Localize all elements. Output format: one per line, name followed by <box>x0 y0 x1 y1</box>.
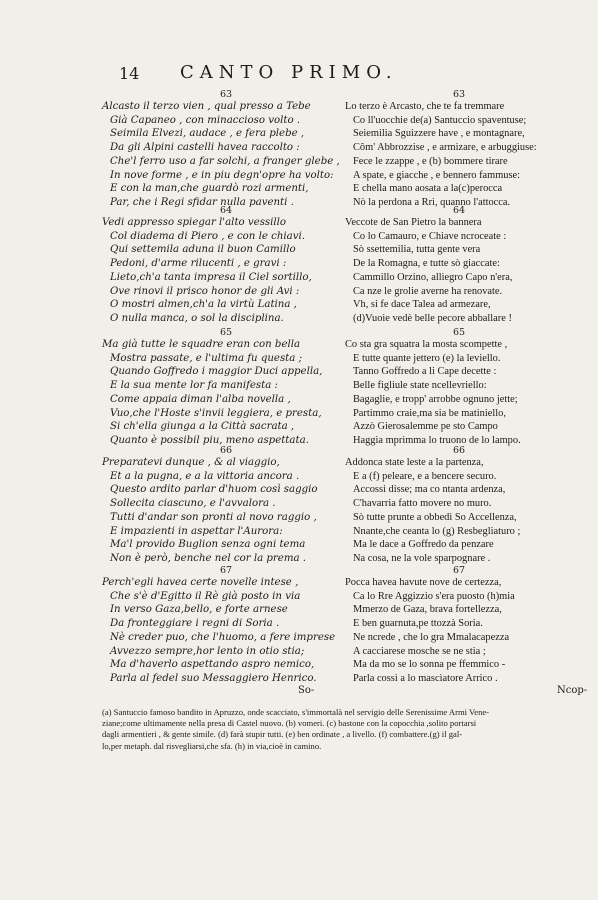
catchword: So- <box>298 685 315 696</box>
stanza-number: 63 <box>220 89 233 100</box>
verse-line: Et a la pugna, e a la vittoria ancora . <box>110 470 300 482</box>
verse-line: (d)Vuoie vedè belle pecore abballare ! <box>353 312 512 324</box>
verse-line: Quanto è possibil piu, meno aspettata. <box>110 434 309 446</box>
verse-line: Ca nze le grolie averne ha renovate. <box>353 285 503 297</box>
page-number: 14 <box>119 64 140 83</box>
footnote-line: lo,per metaph. dal risvegliarsi,che sfa. (h) in via,cioè in camino. <box>102 740 322 751</box>
verse-line: Bagaglie, e tropp' arrobbe ognuno jette; <box>353 393 518 405</box>
verse-line: Ma le dace a Goffredo da penzare <box>353 539 494 551</box>
footnote-line: dagli armentieri , & gente simile. (d) farà stupir tutti. (e) ben ordinate , a livello. (f) combattere.(g) il gal- <box>102 729 463 740</box>
verse-line: Ma già tutte le squadre eran con bella <box>102 339 301 350</box>
verse-line: Veccote de San Pietro la bannera <box>345 217 482 228</box>
verse-line: Belle figliule state ncellevriello: <box>353 380 487 392</box>
verse-line: Da gli Alpini castelli havea raccolto : <box>110 142 300 154</box>
verse-line: Ove rinovi il prisco honor de gli Avi : <box>110 285 300 297</box>
verse-line: Lo terzo è Arcasto, che te fa tremmare <box>345 101 505 112</box>
verse-line: Tutti d'andar son pronti al novo raggio , <box>110 511 317 523</box>
stanza-number: 66 <box>453 445 466 456</box>
verse-line: Pocca havea havute nove de certezza, <box>345 577 502 588</box>
footnotes <box>102 707 592 752</box>
verse-line: O mostri almen,ch'a la virtù Latina , <box>110 299 297 311</box>
verse-line: Haggia mprimma lo truono de lo lampo. <box>353 434 521 446</box>
verse-line: Vuo,che l'Hoste s'invii leggiera, e presta, <box>110 407 322 419</box>
verse-line: Preparatevi dunque , & al viaggio, <box>102 457 280 468</box>
verse-line: E a (f) peleare, e a bencere securo. <box>353 470 497 482</box>
verse-line: Nè creder puo, che l'huomo, a fere imprese <box>110 631 336 643</box>
stanza-number: 64 <box>220 205 233 216</box>
verse-line: Ma d'haverlo aspettando aspro nemico, <box>110 659 315 671</box>
verse-line: Parla al fedel suo Messaggiero Henrico. <box>110 672 317 684</box>
running-head: CANTO PRIMO. <box>180 62 398 83</box>
stanza-number: 65 <box>453 327 466 338</box>
verse-line: E chella mano aosata a la(c)perocca <box>353 183 503 195</box>
verse-line: In verso Gaza,bello, e forte arnese <box>110 604 288 616</box>
verse-line: O nulla manca, o sol la disciplina. <box>110 312 284 324</box>
verse-line: Co sta gra squatra la mosta scompette , <box>345 339 508 350</box>
verse-line: Perch'egli havea certe novelle intese , <box>102 577 299 588</box>
stanza-number: 65 <box>220 327 233 338</box>
verse-line: Co ll'uocchie de(a) Santuccio spaventuse; <box>353 114 527 126</box>
verse-line: Sò tutte prunte a obbedì So Accellenza, <box>353 511 517 523</box>
verse-line: E con la man,che guardò rozi armenti, <box>110 183 309 195</box>
verse-line: In nove forme , e in piu degn'opre ha volto: <box>110 169 334 181</box>
catchword: Ncop- <box>557 685 588 696</box>
footnote-line: ziane;come ultimamente nella presa di Castel nuovo. (b) vomeri. (c) bastone con la copocchia ,solito portarsi <box>102 718 477 729</box>
verse-line: Azzò Gierosalemme pe sto Campo <box>353 421 498 433</box>
verse-line: Seimila Elvezi, audace , e fera plebe , <box>110 128 305 140</box>
verse-line: E la sua mente lor fa manifesta : <box>110 380 278 392</box>
verse-line: Come appaia diman l'alba novella , <box>110 393 291 405</box>
verse-line: Ma'l provido Buglion senza ogni tema <box>110 539 306 551</box>
verse-line: Mmerzo de Gaza, brava fortellezza, <box>353 604 502 616</box>
verse-line: Cammillo Orzino, alliegro Capo n'era, <box>353 271 513 283</box>
verse-line: Seiemilia Sguizzere have , e montagnare, <box>353 128 525 140</box>
verse-line: Già Capaneo , con minaccioso volto . <box>110 114 301 126</box>
stanza-number: 66 <box>220 445 233 456</box>
verse-line: Addonca state leste a la partenza, <box>345 457 484 468</box>
verse-line: Avvezzo sempre,hor lento in otio stia; <box>110 645 305 657</box>
verse-line: Quando Goffredo i maggior Duci appella, <box>110 366 323 378</box>
verse-line: Col diadema di Piero , e con le chiavi. <box>110 230 305 242</box>
verse-line: Ma da mo se lo sonna pe ffemmico - <box>353 659 506 671</box>
verse-line: Non è però, benche nel cor la prema . <box>110 552 307 564</box>
verse-line: Si ch'ella giunga a la Città sacrata , <box>110 421 295 433</box>
verse-line: A spate, e giacche , e bennero fammuse: <box>353 169 521 181</box>
verse-line: Vh, si fe dace Talea ad armezare, <box>353 299 491 311</box>
verse-line: C'havarria fatto movere no muro. <box>353 498 492 510</box>
stanza-number: 64 <box>453 205 466 216</box>
verse-line: E ben guarnuta,pe ttozzà Soria. <box>353 618 483 630</box>
verse-line: E impazienti in aspettar l'Aurora: <box>110 525 283 537</box>
verse-line: Mostra passate, e l'ultima fu questa ; <box>110 352 303 364</box>
verse-line: Lieto,ch'a tanta impresa il Ciel sortillo, <box>110 271 312 283</box>
verse-line: Co lo Camauro, e Chiave ncroceate : <box>353 230 507 242</box>
verse-line: Ne ncrede , che lo gra Mmalacapezza <box>353 631 510 643</box>
verse-line: Parla cossì a lo mascìatore Arrico . <box>353 672 498 684</box>
stanza-number: 67 <box>453 565 466 576</box>
verse-line: Tanno Goffredo a li Cape decette : <box>353 366 497 378</box>
verse-line: Alcasto il terzo vien , qual presso a Tebe <box>102 101 311 112</box>
verse-line: De la Romagna, e tutte sò giaccate: <box>353 258 500 270</box>
verse-line: Qui settemila aduna il buon Camillo <box>110 244 296 256</box>
verse-line: Na cosa, ne la vole sparpognare . <box>353 552 491 564</box>
verse-line: Accossi disse; ma co ntanta ardenza, <box>353 484 506 496</box>
verse-line: A cacciarese mosche se ne stia ; <box>353 645 486 657</box>
stanza-number: 67 <box>220 565 233 576</box>
verse-line: Partimmo craie,ma sia be matiniello, <box>353 407 506 419</box>
verse-line: Che'l ferro uso a far solchi, a franger glebe , <box>110 155 340 167</box>
verse-line: Questo ardito parlar d'huom così saggio <box>110 484 318 496</box>
verse-line: Pedoni, d'arme rilucenti , e gravi : <box>110 258 287 270</box>
verse-line: Da fronteggiare i regni di Soria . <box>110 618 280 630</box>
verse-line: E tutte quante jettero (e) la leviello. <box>353 352 501 364</box>
verse-line: Ca lo Rre Aggizzio s'era puosto (h)mia <box>353 590 515 602</box>
verse-line: Par, che i Regi sfidar nulla paventi . <box>110 196 294 208</box>
footnote-line: (a) Santuccio famoso bandito in Apruzzo, onde scacciato, s'immortalà nel servigio delle Serenissime Armi Vene- <box>102 707 490 717</box>
verse-line: Sollecita ciascuno, e l'avvalora . <box>110 498 276 510</box>
verse-line: Côm' Abbrozzise , e armizare, e arbuggiuse: <box>353 142 537 154</box>
verse-line: Nnante,che ceanta lo (g) Resbegliaturo ; <box>353 525 521 537</box>
verse-line: Sò ssettemilia, tutta gente vera <box>353 244 481 256</box>
verse-line: Fece le zzappe , e (b) bommere tirare <box>353 155 508 167</box>
stanza-number: 63 <box>453 89 466 100</box>
verse-line: Vedi appresso spiegar l'alto vessillo <box>102 217 287 228</box>
verse-line: Nò la perdona a Rri, quanno l'attocca. <box>353 196 511 208</box>
verse-line: Che s'è d'Egitto il Rè già posto in via <box>110 590 301 602</box>
